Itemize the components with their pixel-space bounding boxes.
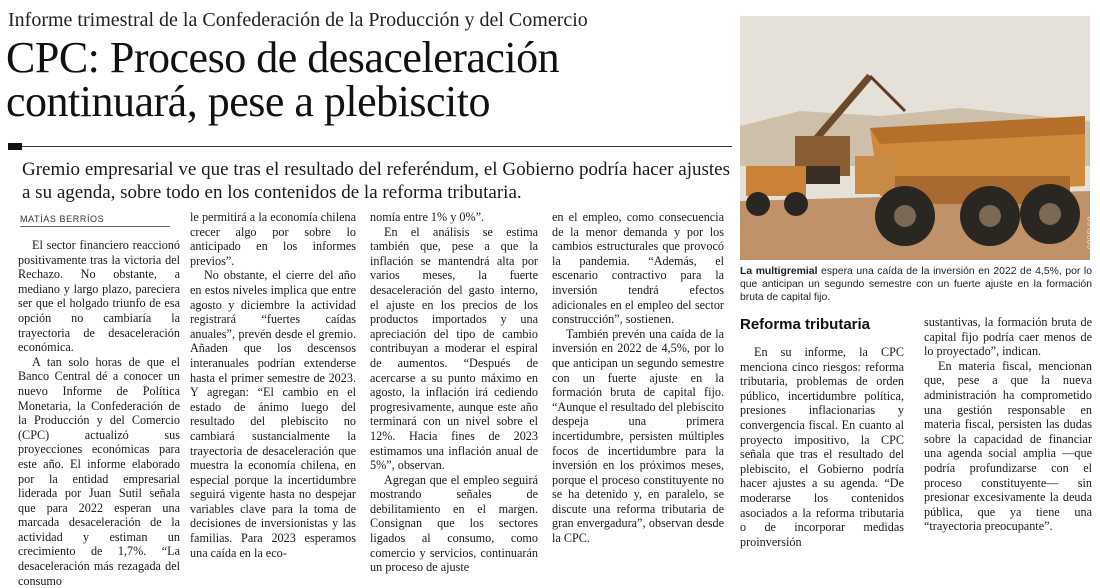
paragraph: Agregan que el empleo seguirá mostrando señales de debilitamiento en el margen. Consignan que los sectores ligados al consumo, como comercio y servicios, continuarán un proceso de ajuste <box>370 472 538 575</box>
body-column-4 <box>552 210 724 546</box>
headline-line-2: continuará, pese a plebiscito <box>6 77 490 126</box>
section-subhead: Reforma tributaria <box>740 316 871 333</box>
photo-credit: CODELCO <box>1088 216 1094 250</box>
body-column-6 <box>924 315 1092 534</box>
article-headline <box>6 33 734 126</box>
byline: MATÍAS BERRÍOS <box>20 214 170 227</box>
body-column-2 <box>190 210 356 560</box>
paragraph: sustantivas, la formación bruta de capital fijo podría caer menos de lo proyectado”, indican. <box>924 315 1092 359</box>
paragraph: No obstante, el cierre del año en estos niveles implica que entre agosto y diciembre la actividad registrará “fuertes caídas anuales”, prevén desde el gremio. Añaden que los descensos interanuales podrían extenderse hasta el primer semestre de 2023. Y agregan: “El cambio en el estado de ánimo luego del resultado del plebiscito no cambiará sustancialmente la trayectoria de desaceleración que muestra la economía chilena, en especial porque la incertidumbre seguirá vigente hasta no despejar variables clave para la toma de decisiones de inversionistas y las familias. Para 2023 esperamos una caída en la eco- <box>190 268 356 560</box>
paragraph: nomía entre 1% y 0%”. <box>370 210 485 224</box>
photo-caption <box>740 265 1092 304</box>
article-deck: Gremio empresarial ve que tras el resultado del referéndum, el Gobierno podría hacer ajustes a su agenda, sobre todo en los contenidos de la reforma tributaria. <box>22 159 730 203</box>
headline-divider <box>8 146 732 149</box>
mining-truck-illustration <box>740 16 1090 260</box>
body-column-3 <box>370 210 538 575</box>
caption-text: espera una caída de la inversión en 2022 de 4,5%, por lo que anticipan un segundo semestre con un fuerte ajuste en la formación bruta de capital fijo. <box>740 266 1092 303</box>
body-column-5 <box>740 345 904 549</box>
paragraph: En materia fiscal, mencionan que, pese a que la nueva administración ha comprometido una gestión responsable en materia fiscal, persisten las dudas sobre la capacidad de financiar una agenda social amplia —que podría profundizarse con el proceso constituyente— sin presionar excesivamente la deuda pública, que ya tiene una “trayectoria preocupante”. <box>924 358 1092 534</box>
paragraph: En el análisis se estima también que, pese a que la inflación se mantendrá alta por varios meses, la fuerte desaceleración del gasto interno, el ajuste en los precios de los productos importados y una apreciación del tipo de cambio contribuyan a moderar el espiral de aumentos. “Después de acercarse a su punto máximo en agosto, la inflación irá cediendo progresivamente, aunque este año terminará con un nivel sobre el 12%. Hacia fines de 2023 estimamos una inflación anual de 5%”, observan. <box>370 224 538 473</box>
paragraph: A tan solo horas de que el Banco Central dé a conocer un nuevo Informe de Política Monetaria, la Confederación de la Producción y del Comercio (CPC) actualizó sus proyecciones económicas para este año. El informe elaborado por la entidad empresarial liderada por Juan Sutil señala que para 2022 esperan una marcada desaceleración de la actividad y estiman un crecimiento de 1,7%. “La desaceleración más rezagada del consumo <box>18 354 180 588</box>
mining-truck-photo <box>740 16 1094 260</box>
paragraph: le permitirá a la economía chilena crecer algo por sobre lo anticipado en los informes previos”. <box>190 210 356 268</box>
article-kicker: Informe trimestral de la Confederación de la Producción y del Comercio <box>8 9 588 31</box>
paragraph: El sector financiero reaccionó positivamente tras la victoria del Rechazo. No obstante, a mediano y largo plazo, pareciera ser que el holgado triunfo de esa opción no cambiaría la trayectoria de desaceleración económica. <box>18 238 180 355</box>
paragraph: También prevén una caída de la inversión en 2022 de 4,5%, por lo que anticipan un segundo semestre con un fuerte ajuste en la formación bruta de capital fijo. “Aunque el resultado del plebiscito despeja una primera incertidumbre, persisten múltiples focos de incertidumbre para la inversión en los próximos meses, porque el proceso constituyente no se ha detenido y, en paralelo, se discute una reforma tributaria de gran envergadura”, observan desde la CPC. <box>552 326 724 546</box>
paragraph: en el empleo, como consecuencia de la menor demanda y por los cambios estructurales que provocó la pandemia. “Además, el escenario contractivo para la inversión tendrá efectos adicionales en el empleo del sector construcción”, sostienen. <box>552 210 724 327</box>
paragraph: En su informe, la CPC menciona cinco riesgos: reforma tributaria, problemas de orden público, incertidumbre política, presiones inflacionarias y convergencia fiscal. En cuanto al proyecto impositivo, la CPC señala que tras el resultado del plebiscito, el Gobierno podría hacer ajustes a su agenda. “De moderarse los contenidos asociados a la reforma tributaria o de incorporar medidas proinversión <box>740 345 904 549</box>
body-column-1 <box>18 238 180 588</box>
caption-lead: La multigremial <box>740 266 818 277</box>
headline-line-1: CPC: Proceso de desaceleración <box>6 33 560 82</box>
